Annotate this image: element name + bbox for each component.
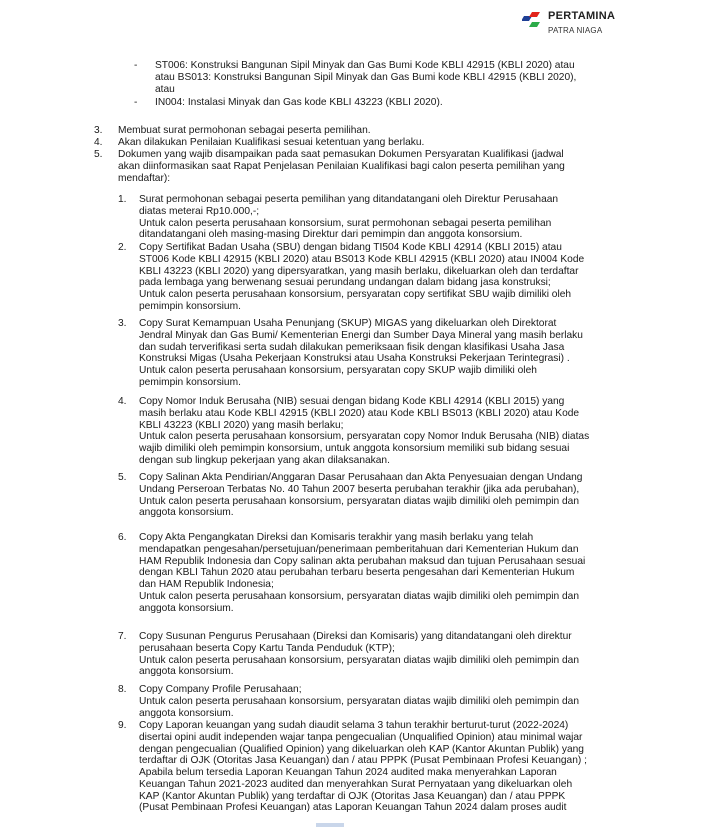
pertamina-logo-icon [522, 10, 546, 32]
main-item-number: 3. [94, 125, 103, 136]
main-item-text: akan diinformasikan saat Rapat Penjelasan Penilaian Kualifikasi bagi calon peserta pemilihan yang [118, 160, 565, 172]
sub-item-text: Apabila belum tersedia Laporan Keuangan Tahun 2024 audited maka menyerahkan Laporan [139, 767, 557, 778]
sub-item-text: Copy Sertifikat Badan Usaha (SBU) dengan bidang TI504 Kode KBLI 42914 (KBLI 2015) atau [139, 242, 562, 253]
sub-item-text: Untuk calon peserta perusahaan konsorsium, persyaratan diatas wajib dimiliki oleh pemimpin dan [139, 590, 579, 602]
main-item-text: mendaftar): [118, 172, 171, 184]
bullet-marker: - [134, 97, 138, 108]
sub-item-text: Copy Susunan Pengurus Perusahaan (Direksi dan Komisaris) yang ditandatangani oleh direktur [139, 631, 572, 642]
main-item-text: Akan dilakukan Penilaian Kualifikasi sesuai ketentuan yang berlaku. [118, 137, 425, 148]
bullet-text: atau [155, 83, 175, 95]
bullet-text: atau BS013: Konstruksi Bangunan Sipil Minyak dan Gas Bumi kode KBLI 42915 (KBLI 2020), [155, 71, 577, 83]
sub-item-text: HAM Republik Indonesia dan Copy salinan akta perubahan maksud dan tujuan Perusahaan sesuai [139, 555, 586, 567]
sub-item-text: anggota konsorsium. [139, 602, 234, 614]
sub-item-text: dengan pengecualian (Qualified Opinion) yang dikeluarkan oleh KAP (Kantor Akuntan Publik) yang [139, 743, 584, 755]
sub-item-text: Keuangan Tahun 2021-2023 audited dan menyerahkan Surat Pernyataan yang dikeluarkan oleh [139, 778, 573, 790]
sub-item-text: Jendral Minyak dan Gas Bumi/ Kementerian Energi dan Sumber Daya Mineral yang masih berlaku [139, 329, 583, 341]
main-item-number: 5. [94, 149, 103, 160]
sub-item-number: 7. [118, 631, 127, 642]
bullet-text: ST006: Konstruksi Bangunan Sipil Minyak dan Gas Bumi Kode KBLI 42915 (KBLI 2020) atau [155, 60, 575, 71]
sub-item-text: mendapatkan pengesahan/persetujuan/penerimaan pemberitahuan dari Kementerian Hukum dan [139, 543, 579, 555]
sub-item-text: anggota konsorsium. [139, 666, 234, 678]
sub-item-text: KBLI 43223 (KBLI 2020) yang dipersyaratkan, yang masih berlaku, dikeluarkan oleh dan terdaftar [139, 265, 579, 277]
sub-item-text: Undang Perseroan Terbatas No. 40 Tahun 2007 beserta perubahan terakhir (jika ada perubahan), [139, 483, 580, 495]
page-footer-mark [316, 823, 344, 827]
sub-item-text: Copy Akta Pengangkatan Direksi dan Komisaris terakhir yang masih berlaku yang telah [139, 532, 534, 543]
sub-item-number: 2. [118, 242, 127, 253]
sub-item-text: dengan KBLI Tahun 2020 atau perubahan terbaru beserta pengesahan dari Kementerian Hukum [139, 567, 575, 579]
sub-item-text: perusahaan beserta Copy Kartu Tanda Penduduk (KTP); [139, 642, 395, 654]
sub-item-text: anggota konsorsium. [139, 707, 234, 719]
sub-item-number: 5. [118, 472, 127, 483]
sub-item-number: 3. [118, 318, 127, 329]
sub-item-number: 9. [118, 720, 127, 731]
bullet-text: IN004: Instalasi Minyak dan Gas kode KBLI 43223 (KBLI 2020). [155, 97, 443, 108]
sub-item-text: disertai opini audit independen wajar tanpa pengecualian (Unqualified Opinion) atau minimal wajar [139, 731, 583, 743]
sub-item-text: Untuk calon peserta perusahaan konsorsium, persyaratan copy sertifikat SBU wajib dimiliki oleh [139, 289, 572, 300]
sub-item-text: ST006 Kode KBLI 42915 (KBLI 2020) atau BS013 Kode KBLI 42915 (KBLI 2020) atau IN004 Kode [139, 253, 585, 265]
sub-item-text: Untuk calon peserta perusahaan konsorsium, persyaratan diatas wajib dimiliki oleh pemimpin dan [139, 695, 579, 707]
sub-item-text: (Pusat Pembinaan Profesi Keuangan) atas Laporan Keuangan Tahun 2024 dalam proses audit [139, 802, 567, 814]
sub-item-text: Copy Laporan keuangan yang sudah diaudit selama 3 tahun terakhir berturut-turut (2022-2024) [139, 720, 569, 731]
main-item-text: Dokumen yang wajib disampaikan pada saat pemasukan Dokumen Persyaratan Kualifikasi (jadwal [118, 149, 564, 160]
sub-item-text: Untuk calon peserta perusahaan konsorsium, persyaratan diatas wajib dimiliki oleh pemimpin dan [139, 495, 579, 507]
sub-item-text: dan HAM Republik Indonesia; [139, 579, 274, 590]
sub-item-text: Untuk calon peserta perusahaan konsorsium, persyaratan diatas wajib dimiliki oleh pemimpin dan [139, 654, 579, 666]
sub-item-text: pemimpin konsorsium. [139, 300, 241, 312]
sub-item-text: wajib dimiliki oleh pemimpin konsorsium, untuk anggota konsorsium memiliki sub bidang sesuai [139, 443, 570, 454]
sub-item-text: dan sudah terverifikasi serta sudah dilakukan pemeriksaan fisik dengan klasifikasi Usaha Jasa [139, 341, 565, 353]
bullet-marker: - [134, 60, 138, 71]
sub-item-text: anggota konsorsium. [139, 507, 234, 519]
sub-item-text: ditandatangani oleh masing-masing Direktur dari pemimpin dan anggota konsorsium. [139, 229, 523, 241]
sub-item-number: 8. [118, 684, 127, 695]
sub-item-text: Copy Company Profile Perusahaan; [139, 684, 302, 695]
sub-item-number: 1. [118, 194, 127, 205]
sub-item-text: masih berlaku atau Kode KBLI 42915 (KBLI 2020) atau Kode KBLI BS013 (KBLI 2020) atau Kode [139, 407, 580, 419]
sub-item-number: 4. [118, 396, 127, 407]
sub-item-text: Konstruksi Migas (Usaha Pekerjaan Konstruksi atau Usaha Konstruksi Pekerjaan Terintegrasi) . [139, 353, 570, 365]
sub-item-text: dengan sub lingkup pekerjaan yang akan dilaksanakan. [139, 454, 390, 466]
sub-item-text: Copy Salinan Akta Pendirian/Anggaran Dasar Perusahaan dan Akta Penyesuaian dengan Undang [139, 472, 583, 483]
main-item-number: 4. [94, 137, 103, 148]
sub-item-text: KAP (Kantor Akuntan Publik) yang terdaftar di OJK (Otoritas Jasa Keuangan) dan / atau PPPK [139, 790, 566, 802]
sub-item-text: Untuk calon peserta perusahaan konsorsium, persyaratan copy Nomor Induk Berusaha (NIB) diatas [139, 431, 590, 443]
sub-item-text: Copy Surat Kemampuan Usaha Penunjang (SKUP) MIGAS yang dikeluarkan oleh Direktorat [139, 318, 557, 329]
sub-item-text: Copy Nomor Induk Berusaha (NIB) sesuai dengan bidang Kode KBLI 42914 (KBLI 2015) yang [139, 396, 565, 407]
brand-name: PERTAMINA [548, 10, 616, 22]
pertamina-logo [522, 10, 672, 40]
main-item-text: Membuat surat permohonan sebagai peserta pemilihan. [118, 125, 371, 136]
sub-item-number: 6. [118, 532, 127, 543]
sub-item-text: diatas meterai Rp10.000,-; [139, 205, 260, 217]
sub-item-text: Untuk calon peserta perusahaan konsorsium, persyaratan copy SKUP wajib dimiliki oleh [139, 365, 537, 376]
brand-subname: PATRA NIAGA [548, 26, 603, 35]
sub-item-text: Untuk calon peserta perusahaan konsorsium, surat permohonan sebagai peserta pemilihan [139, 217, 552, 229]
sub-item-text: terdaftar di OJK (Otoritas Jasa Keuangan) dan / atau PPPK (Pusat Pembinaan Profesi Keuangan) ; [139, 755, 587, 767]
sub-item-text: Surat permohonan sebagai peserta pemilihan yang ditandatangani oleh Direktur Perusahaan [139, 194, 559, 205]
sub-item-text: pemimpin konsorsium. [139, 376, 241, 388]
sub-item-text: pada lembaga yang berwenang sesuai perundang undangan dalam bidang jasa konstruksi; [139, 277, 551, 289]
sub-item-text: KBLI 43223 (KBLI 2020) yang masih berlaku; [139, 419, 344, 431]
